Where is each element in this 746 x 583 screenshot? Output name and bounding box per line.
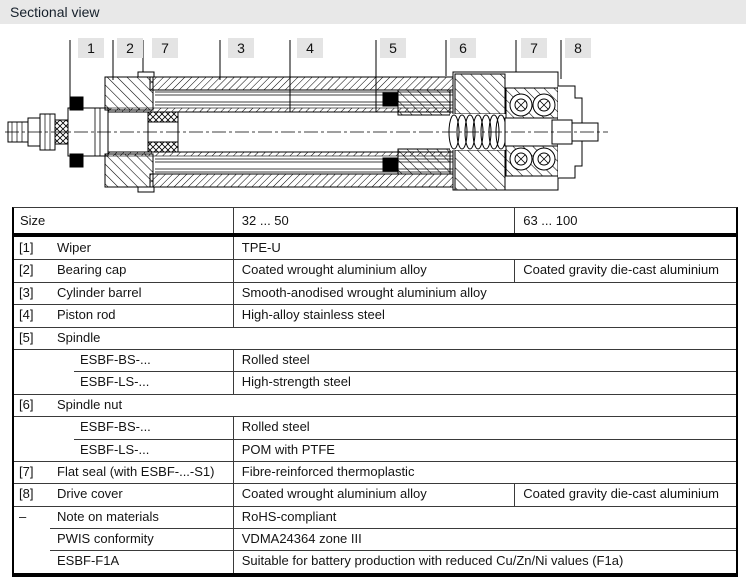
sectional-drawing	[0, 24, 746, 207]
row-label: Piston rod	[57, 307, 116, 323]
row-value-1: Coated wrought aluminium alloy	[233, 259, 514, 281]
page-title: Sectional view	[10, 4, 100, 20]
row-label: ESBF-BS-...	[80, 419, 151, 435]
flat-seal	[138, 72, 154, 77]
row-label-cell	[14, 349, 233, 371]
row-value-1: High-strength steel	[233, 371, 736, 393]
row-value-1: High-alloy stainless steel	[233, 304, 736, 326]
table-row	[14, 282, 736, 304]
table-row	[14, 371, 736, 393]
row-label: Note on materials	[57, 508, 159, 524]
row-label-cell	[14, 506, 233, 528]
col-header-size: Size	[20, 213, 46, 228]
row-label-cell	[14, 528, 233, 550]
row-value-1: TPE-U	[233, 237, 736, 259]
row-label: ESBF-LS-...	[80, 441, 150, 457]
row-value-1: POM with PTFE	[233, 439, 736, 461]
section-header-bar	[0, 0, 746, 24]
row-label: ESBF-BS-...	[80, 351, 151, 367]
callout-7a: 7	[152, 38, 178, 58]
table-bottom-border	[14, 573, 736, 577]
table-row	[14, 416, 736, 438]
row-label-cell	[14, 237, 233, 259]
wiper-seal	[70, 97, 83, 110]
row-label-cell	[14, 394, 736, 416]
row-value-1: Smooth-anodised wrought aluminium alloy	[233, 282, 736, 304]
row-label-cell	[14, 483, 233, 505]
callout-8: 8	[565, 38, 591, 58]
table-row	[14, 237, 736, 259]
row-number: [6]	[19, 396, 34, 412]
row-value-1: Coated wrought aluminium alloy	[233, 483, 514, 505]
row-number: [7]	[19, 463, 34, 479]
row-label: Drive cover	[57, 486, 123, 502]
row-value-1: Rolled steel	[233, 349, 736, 371]
row-label-cell	[14, 461, 233, 483]
row-number: –	[19, 508, 27, 524]
row-label-cell	[14, 550, 233, 572]
row-label: ESBF-LS-...	[80, 374, 150, 390]
row-label-cell	[14, 282, 233, 304]
row-number: [8]	[19, 486, 34, 502]
row-number: [2]	[19, 262, 34, 278]
row-label-cell	[14, 327, 736, 349]
bearing-cap	[105, 77, 153, 110]
table-row	[14, 304, 736, 326]
row-number: [4]	[19, 307, 34, 323]
table-row	[14, 461, 736, 483]
row-label: Spindle nut	[57, 396, 123, 412]
callout-3: 3	[228, 38, 254, 58]
materials-table	[12, 207, 738, 577]
row-value-1: Rolled steel	[233, 416, 736, 438]
table-row	[14, 483, 736, 505]
row-label: ESBF-F1A	[57, 553, 120, 569]
row-value-1: Fibre-reinforced thermoplastic	[233, 461, 736, 483]
callout-6: 6	[450, 38, 476, 58]
row-label: Wiper	[57, 240, 91, 255]
row-value-2: Coated gravity die-cast aluminium	[514, 483, 736, 505]
cylinder-barrel-bottom-wall	[150, 174, 455, 187]
table-row	[14, 528, 736, 550]
table-row	[14, 327, 736, 349]
callout-5: 5	[380, 38, 406, 58]
row-number: [3]	[19, 284, 34, 300]
piston-seal	[383, 93, 397, 106]
callout-2: 2	[117, 38, 143, 58]
materials-table-rows	[14, 237, 736, 573]
col-header-size-32-50: 32 ... 50	[233, 208, 514, 233]
row-number: [1]	[19, 240, 34, 255]
table-row	[14, 550, 736, 572]
table-row	[14, 439, 736, 461]
row-value-2: Coated gravity die-cast aluminium	[514, 259, 736, 281]
spindle-nut	[398, 90, 450, 115]
row-label-cell	[14, 304, 233, 326]
table-row	[14, 394, 736, 416]
row-value-1: Suitable for battery production with reduced Cu/Zn/Ni values (F1a)	[233, 550, 736, 572]
row-label: Bearing cap	[57, 262, 127, 278]
row-label-cell	[14, 439, 233, 461]
table-row	[14, 259, 736, 281]
row-label-cell	[14, 259, 233, 281]
cylinder-barrel-top-wall	[150, 77, 455, 90]
callout-1: 1	[78, 38, 104, 58]
row-label-cell	[14, 371, 233, 393]
row-label: Cylinder barrel	[57, 284, 142, 300]
row-label: PWIS conformity	[57, 531, 154, 547]
row-value-1: VDMA24364 zone III	[233, 528, 736, 550]
row-number: [5]	[19, 329, 34, 345]
row-value-1: RoHS-compliant	[233, 506, 736, 528]
col-header-size-63-100: 63 ... 100	[514, 208, 736, 233]
row-label: Flat seal (with ESBF-...-S1)	[57, 463, 215, 479]
row-label-cell	[14, 416, 233, 438]
table-row	[14, 349, 736, 371]
table-row	[14, 506, 736, 528]
callout-7b: 7	[521, 38, 547, 58]
row-label: Spindle	[57, 329, 101, 345]
table-header-row	[14, 208, 736, 233]
callout-4: 4	[297, 38, 323, 58]
